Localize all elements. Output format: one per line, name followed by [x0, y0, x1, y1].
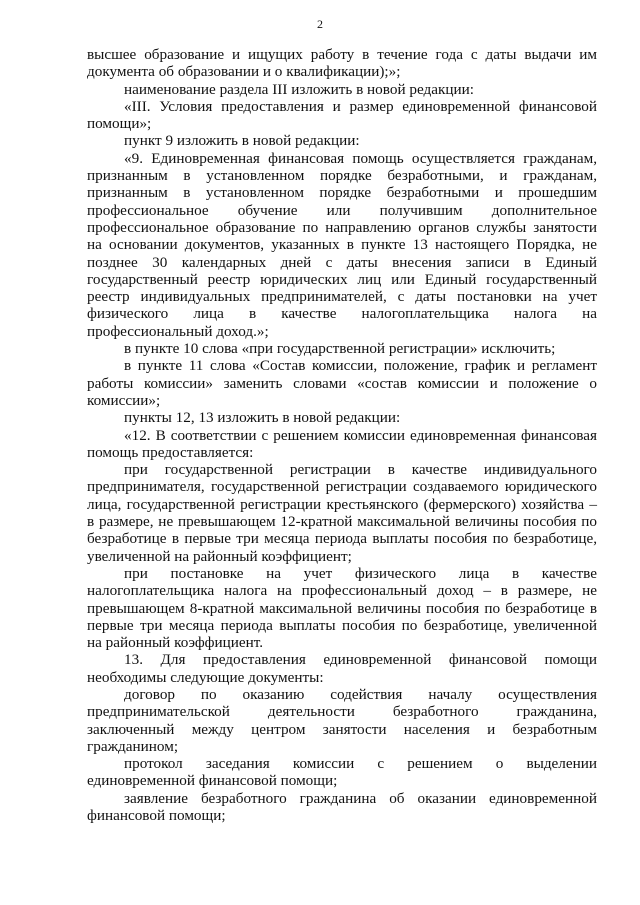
text-line: при постановке на учет физического лица в качестве	[124, 564, 597, 582]
text-line: государственный реестр юридических лиц или Единый государственный	[87, 270, 597, 288]
text-line: на основании документов, указанных в пункте 13 настоящего Порядка, не	[87, 236, 597, 254]
text-line: реестр индивидуальных предпринимателей, с даты постановки на учет	[87, 288, 597, 306]
text-line: заявление безработного гражданина об оказании единовременной	[124, 789, 597, 807]
text-line: физического лица в качестве налогоплательщика налога на	[87, 305, 597, 323]
text-line: единовременной финансовой помощи;	[87, 772, 338, 790]
text-line: при государственной регистрации в качестве индивидуального	[124, 461, 597, 479]
text-line: необходимы следующие документы:	[87, 668, 324, 686]
text-line: безработице в первые три месяца периода выплаты пособия по безработице,	[87, 530, 597, 548]
text-line: пункт 9 изложить в новой редакции:	[124, 132, 360, 150]
text-line: помощи»;	[87, 115, 152, 133]
text-line: «III. Условия предоставления и размер единовременной финансовой	[124, 97, 597, 115]
text-line: протокол заседания комиссии с решением о выделении	[124, 755, 597, 773]
text-line: лица, государственной регистрации крестьянского (фермерского) хозяйства –	[87, 495, 597, 513]
text-line: профессиональное образование по направлению органов службы занятости	[87, 218, 597, 236]
text-line: документа об образовании и о квалификации);»;	[87, 63, 401, 81]
text-line: заключенный между центром занятости населения и безработным	[87, 720, 597, 738]
text-line: профессиональное обучение или получившим дополнительное	[87, 201, 597, 219]
text-line: налогоплательщика налога на профессиональный доход – в размере, не	[87, 582, 597, 600]
text-line: предпринимателя, государственной регистрации создаваемого юридического	[87, 478, 597, 496]
text-line: признанным в установленном порядке безработными и прошедшим	[87, 184, 597, 202]
text-line: признанным в установленном порядке безработными, и гражданам,	[87, 167, 597, 185]
text-line: «12. В соответствии с решением комиссии единовременная финансовая	[124, 426, 597, 444]
text-line: первые три месяца периода выплаты пособия по безработице, увеличенной	[87, 616, 597, 634]
text-line: помощь предоставляется:	[87, 443, 254, 461]
text-line: в пункте 11 слова «Состав комиссии, положение, график и регламент	[124, 357, 597, 375]
text-line: договор по оказанию содействия началу осуществления	[124, 685, 597, 703]
text-line: пункты 12, 13 изложить в новой редакции:	[124, 409, 401, 427]
text-line: 13. Для предоставления единовременной финансовой помощи	[124, 651, 597, 669]
document-body	[87, 46, 597, 824]
text-line: превышающем 8-кратной максимальной величины пособия по безработице в	[87, 599, 597, 617]
page-number: 2	[317, 17, 323, 31]
text-line: предпринимательской деятельности безработного гражданина,	[87, 703, 597, 721]
text-line: профессиональный доход.»;	[87, 322, 269, 340]
text-line: комиссии»;	[87, 391, 161, 409]
text-line: в размере, не превышающем 12-кратной максимальной величины пособия по	[87, 513, 597, 531]
text-line: на районный коэффициент.	[87, 634, 264, 652]
text-line: «9. Единовременная финансовая помощь осуществляется гражданам,	[124, 149, 597, 167]
text-line: наименование раздела III изложить в новой редакции:	[124, 80, 474, 98]
text-line: работы комиссии» заменить словами «состав комиссии и положение о	[87, 374, 597, 392]
text-line: высшее образование и ищущих работу в течение года с даты выдачи им	[87, 46, 597, 63]
text-line: позднее 30 календарных дней с даты внесения записи в Единый	[87, 253, 597, 271]
text-line: гражданином;	[87, 737, 179, 755]
text-line: финансовой помощи;	[87, 807, 226, 825]
text-line: в пункте 10 слова «при государственной регистрации» исключить;	[124, 340, 556, 358]
text-line: увеличенной на районный коэффициент;	[87, 547, 352, 565]
